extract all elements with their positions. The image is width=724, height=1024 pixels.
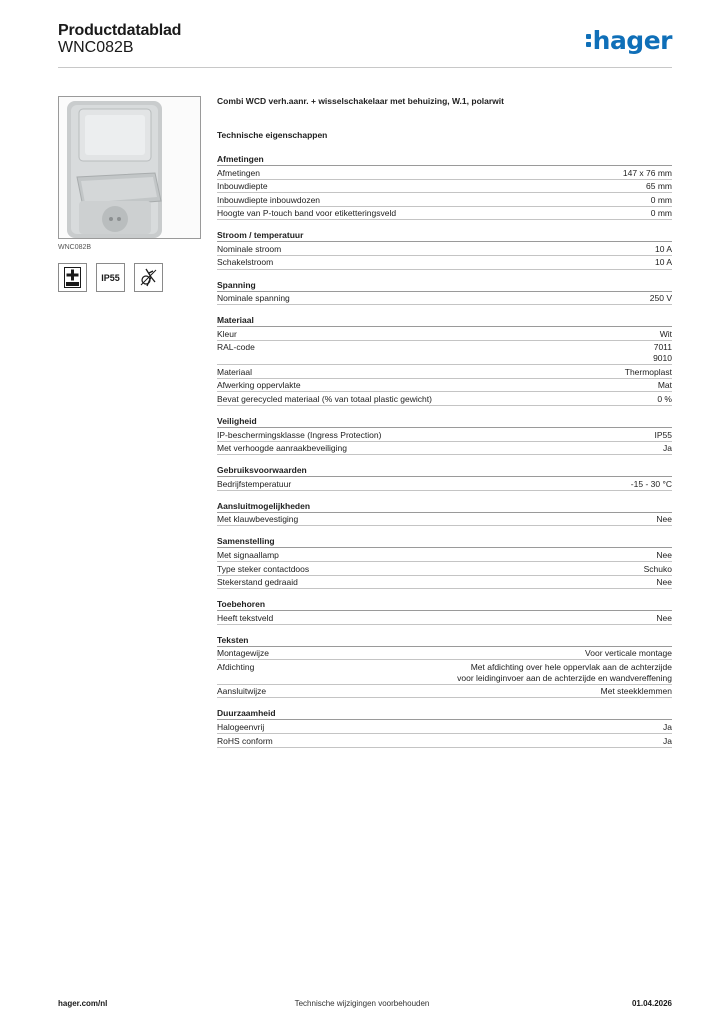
technical-heading: Technische eigenschappen: [217, 130, 328, 140]
spec-value: Nee: [656, 577, 672, 588]
spec-label: Aansluitwijze: [217, 686, 267, 697]
spec-value: 147 x 76 mm: [622, 167, 672, 178]
spec-row: [217, 379, 672, 393]
spec-value: Schuko: [643, 563, 672, 574]
spec-label: Inbouwdiepte inbouwdozen: [217, 194, 321, 205]
spec-row: [217, 327, 672, 341]
protection-class-symbol: [58, 263, 87, 292]
spec-label: Stekerstand gedraaid: [217, 577, 298, 588]
spec-row: [217, 647, 672, 661]
spec-section: [217, 314, 672, 406]
ip55-badge: IP55: [96, 263, 125, 292]
spec-row: [217, 166, 672, 180]
spec-row: [217, 428, 672, 442]
section-title: Stroom / temperatuur: [217, 229, 672, 242]
spec-value: Thermoplast: [624, 366, 672, 377]
spec-value: 7011 9010: [653, 342, 672, 364]
spec-value: Met steekklemmen: [600, 686, 672, 697]
spec-row: [217, 734, 672, 748]
spec-label: RAL-code: [217, 342, 255, 353]
spec-section: [217, 464, 672, 491]
logo-text: hager: [592, 26, 672, 55]
spec-label: Kleur: [217, 328, 237, 339]
spec-section: [217, 415, 672, 455]
spec-label: Met klauwbevestiging: [217, 514, 299, 525]
spec-row: [217, 242, 672, 256]
spec-value: 10 A: [654, 243, 672, 254]
section-title: Materiaal: [217, 314, 672, 327]
spec-section: [217, 598, 672, 625]
spec-row: [217, 477, 672, 491]
spec-row: [217, 365, 672, 379]
spec-row: [217, 562, 672, 576]
spec-label: Materiaal: [217, 366, 252, 377]
spec-value: 10 A: [654, 257, 672, 268]
spec-section: [217, 279, 672, 306]
spec-row: [217, 392, 672, 406]
product-name: Combi WCD verh.aanr. + wisselschakelaar met behuizing, W.1, polarwit: [217, 96, 504, 106]
spec-label: Hoogte van P-touch band voor etiketteringsveld: [217, 208, 397, 219]
spec-label: Heeft tekstveld: [217, 612, 274, 623]
spec-value: 0 mm: [650, 194, 672, 205]
spec-content: [217, 96, 672, 748]
spec-label: Bevat gerecycled materiaal (% van totaal plastic gewicht): [217, 393, 432, 404]
spec-label: RoHS conform: [217, 735, 273, 746]
spec-row: [217, 193, 672, 207]
spec-row: [217, 256, 672, 270]
spec-value: 0 %: [657, 393, 672, 404]
image-caption: WNC082B: [58, 244, 92, 251]
spec-label: Afmetingen: [217, 167, 260, 178]
spec-value: 65 mm: [646, 181, 672, 192]
spec-section: [217, 229, 672, 269]
spec-label: Afwerking oppervlakte: [217, 380, 301, 391]
spec-label: Met verhoogde aanraakbeveiliging: [217, 443, 347, 454]
spec-value: IP55: [654, 429, 672, 440]
spec-row: [217, 180, 672, 194]
spec-row: [217, 685, 672, 699]
spec-row: [217, 341, 672, 366]
spec-label: Nominale stroom: [217, 243, 282, 254]
spec-section: [217, 634, 672, 699]
footer-disclaimer: Technische wijzigingen voorbehouden: [294, 999, 430, 1008]
spec-value: Nee: [656, 549, 672, 560]
spec-value: Nee: [656, 612, 672, 623]
spec-label: Inbouwdiepte: [217, 181, 268, 192]
section-title: Spanning: [217, 279, 672, 292]
spec-section: [217, 153, 672, 220]
spec-row: [217, 442, 672, 456]
spec-row: [217, 513, 672, 527]
header-divider: [58, 67, 672, 68]
spec-section: [217, 535, 672, 589]
spec-value: Ja: [663, 721, 672, 732]
section-title: Aansluitmogelijkheden: [217, 500, 672, 513]
spec-row: [217, 548, 672, 562]
spec-label: Afdichting: [217, 661, 255, 672]
spec-row: [217, 660, 672, 685]
section-title: Gebruiksvoorwaarden: [217, 464, 672, 477]
spec-value: Met afdichting over hele oppervlak aan de achterzijde voor leidinginvoer aan de achterzijde en wandvereffening: [457, 661, 672, 683]
spec-value: Ja: [663, 735, 672, 746]
spec-value: Ja: [663, 443, 672, 454]
footer-date: 01.04.2026: [631, 999, 672, 1008]
section-title: Samenstelling: [217, 535, 672, 548]
spec-label: Nominale spanning: [217, 293, 290, 304]
installation-symbol: [134, 263, 163, 292]
section-title: Teksten: [217, 634, 672, 647]
spec-row: [217, 576, 672, 590]
section-title: Veiligheid: [217, 415, 672, 428]
spec-label: IP-beschermingsklasse (Ingress Protection): [217, 429, 382, 440]
spec-row: [217, 720, 672, 734]
section-title: Afmetingen: [217, 153, 672, 166]
hager-logo: [586, 28, 672, 54]
logo-dots-icon: [586, 32, 591, 48]
spec-row: [217, 292, 672, 306]
spec-value: 0 mm: [650, 208, 672, 219]
page-title: Productdatablad: [58, 22, 182, 39]
spec-label: Type steker contactdoos: [217, 563, 310, 574]
spec-value: 250 V: [649, 293, 672, 304]
spec-label: Halogeenvrij: [217, 721, 265, 732]
spec-label: Schakelstroom: [217, 257, 274, 268]
spec-value: Voor verticale montage: [585, 648, 672, 659]
product-code: WNC082B: [58, 39, 134, 56]
spec-value: Wit: [659, 328, 672, 339]
spec-value: Mat: [657, 380, 672, 391]
footer-website[interactable]: hager.com/nl: [58, 999, 108, 1008]
spec-section: [217, 500, 672, 527]
spec-sections: [217, 153, 672, 748]
section-title: Toebehoren: [217, 598, 672, 611]
section-title: Duurzaamheid: [217, 707, 672, 720]
spec-label: Met signaallamp: [217, 549, 279, 560]
spec-label: Montagewijze: [217, 648, 269, 659]
spec-row: [217, 611, 672, 625]
spec-section: [217, 707, 672, 747]
spec-label: Bedrijfstemperatuur: [217, 478, 292, 489]
spec-value: -15 - 30 °C: [630, 478, 672, 489]
spec-row: [217, 207, 672, 221]
spec-value: Nee: [656, 514, 672, 525]
product-image: [58, 96, 201, 239]
